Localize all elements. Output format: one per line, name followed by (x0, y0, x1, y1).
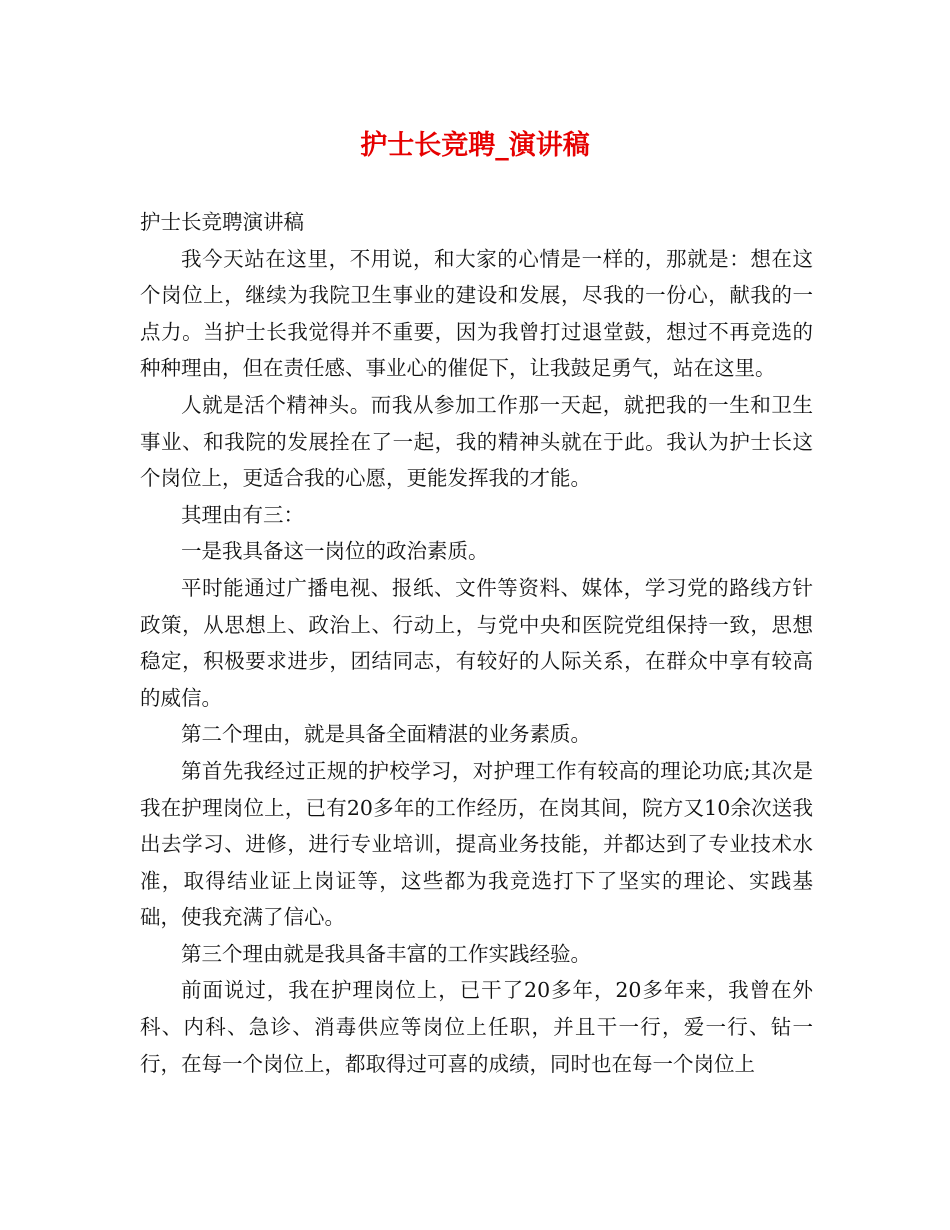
document-title: 护士长竞聘_演讲稿 (360, 130, 590, 161)
paragraph: 一是我具备这一岗位的政治素质。 (181, 539, 489, 564)
paragraph: 其理由有三： (181, 502, 304, 527)
paragraph: 我今天站在这里，不用说，和大家的心情是一样的，那就是：想在这个岗位上，继续为我院卫生事业的建设和发展，尽我的一份心，献我的一点力。当护士长我觉得并不重要，因为我曾打过退堂鼓，想过不再竞选的种种理由，但在责任感、事业心的催促下，让我鼓足勇气，站在这里。 (140, 246, 813, 381)
paragraph: 第二个理由，就是具备全面精湛的业务素质。 (181, 722, 591, 747)
paragraph: 第三个理由就是我具备丰富的工作实践经验。 (181, 941, 591, 966)
document-body (140, 204, 813, 1082)
paragraph: 平时能通过广播电视、报纸、文件等资料、媒体，学习党的路线方针政策，从思想上、政治上、行动上，与党中央和医院党组保持一致，思想稳定，积极要求进步，团结同志，有较好的人际关系，在群众中享有较高的威信。 (140, 575, 813, 710)
paragraph: 前面说过，我在护理岗位上，已干了20多年，20多年来，我曾在外科、内科、急诊、消毒供应等岗位上任职，并且干一行，爱一行、钻一行，在每一个岗位上，都取得过可喜的成绩，同时也在每一个岗位上 (140, 978, 813, 1076)
document-subtitle: 护士长竞聘演讲稿 (140, 210, 304, 234)
paragraph: 人就是活个精神头。而我从参加工作那一天起，就把我的一生和卫生事业、和我院的发展拴在了一起，我的精神头就在于此。我认为护士长这个岗位上，更适合我的心愿，更能发挥我的才能。 (140, 392, 813, 491)
paragraph: 第首先我经过正规的护校学习，对护理工作有较高的理论功底;其次是我在护理岗位上，已有20多年的工作经历，在岗其间，院方又10余次送我出去学习、进修，进行专业培训，提高业务技能，并都达到了专业技术水准，取得结业证上岗证等，这些都为我竞选打下了坚实的理论、实践基础，使我充满了信心。 (140, 758, 813, 930)
